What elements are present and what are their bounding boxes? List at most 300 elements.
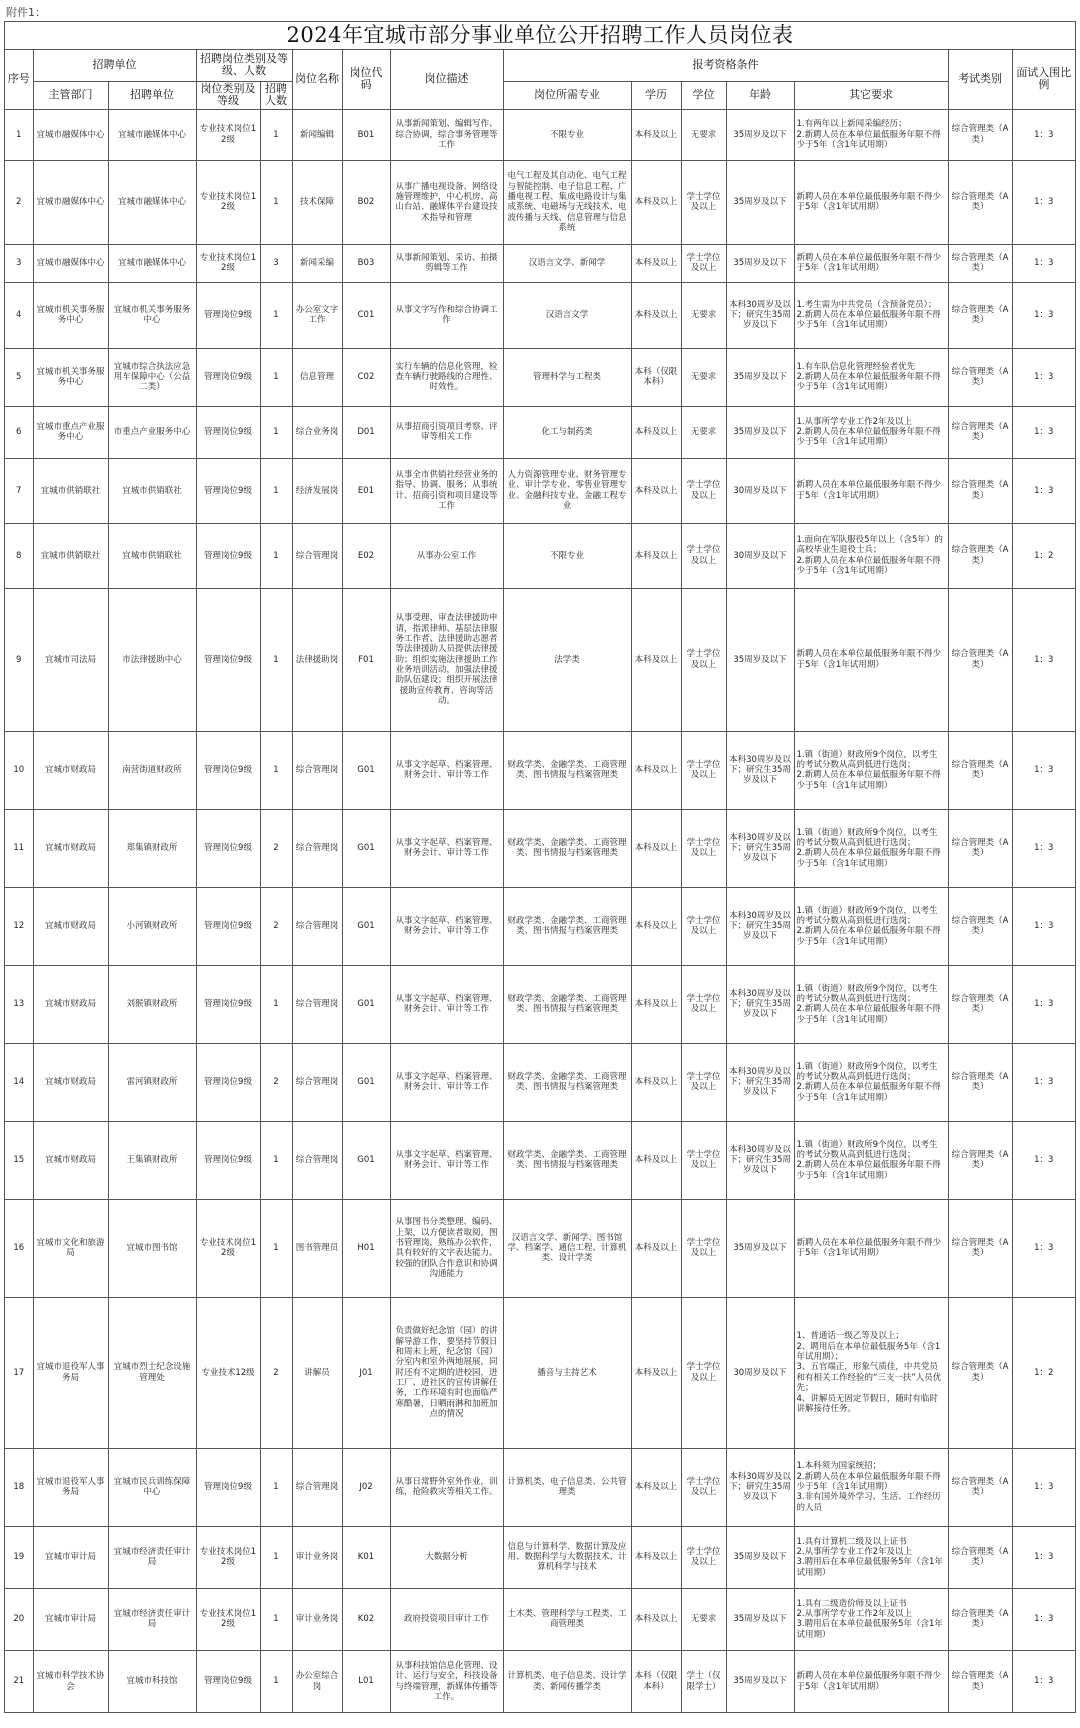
attachment-label: 附件1： [6,6,46,19]
cell-dept: 宜城市供销联社 [33,523,108,588]
cell-age: 35周岁及以下 [726,1526,794,1588]
cell-education: 本科及以上 [631,1297,681,1448]
cell-other: 新聘人员在本单位最低服务年限不得少于5年（含1年试用期） [794,588,948,731]
cell-seq: 15 [5,1121,33,1199]
cell-description: 从事日常野外室外作业，训练，抢险救灾等相关工作。 [390,1448,503,1526]
cell-degree: 无要求 [681,348,726,406]
cell-description: 从事文字起草、档案管理、财务会计、审计等工作 [390,731,503,809]
cell-interview-ratio: 1：3 [1012,109,1075,160]
cell-degree: 学士学位及以上 [681,588,726,731]
cell-description: 负责做好纪念馆（园）的讲解导游工作，要坚持节假日和周末上班，纪念馆（园）分室内和室外两地展展，同时还有不定期的进校园，进工厂、进社区的宣传讲解任务，工作环境有时也面临严寒酷暑，日晒雨淋和加班加点的情况 [390,1297,503,1448]
cell-count: 1 [260,1588,292,1650]
cell-description: 从事图书分类整理、编码、上架，以方便读者取阅，图书管理岗，熟练办公软件，具有较好的文字表达能力、较强的团队合作意识和协调沟通能力 [390,1199,503,1297]
cell-post-code: K02 [342,1588,390,1650]
cell-post-code: G01 [342,965,390,1043]
cell-seq: 19 [5,1526,33,1588]
cell-seq: 5 [5,348,33,406]
cell-other: 1.面向在军队服役5年以上（含5年）的高校毕业生退役士兵； 2.新聘人员在本单位最低服务年限不得少于5年（含1年试用期） [794,523,948,588]
cell-post-name: 综合管理岗 [292,965,342,1043]
cell-other: 新聘人员在本单位最低服务年限不得少于5年（含1年试用期） [794,160,948,244]
cell-major: 不限专业 [503,109,631,160]
cell-post-code: G01 [342,887,390,965]
cell-dept: 宜城市融媒体中心 [33,109,108,160]
cell-description: 从事全市供销社经营业务的指导、协调、服务；从事统计、招商引资和项目建设等工作 [390,458,503,523]
cell-count: 1 [260,523,292,588]
cell-degree: 无要求 [681,406,726,458]
cell-description: 从事文字起草、档案管理、财务会计、审计等工作 [390,809,503,887]
cell-post-name: 综合管理岗 [292,887,342,965]
cell-exam-type: 综合管理类（A类） [948,1650,1012,1712]
cell-unit: 宜城市图书馆 [108,1199,196,1297]
table-row [5,406,1075,458]
cell-count: 3 [260,244,292,282]
cell-degree: 学士学位及以上 [681,523,726,588]
header-age: 年龄 [726,81,794,109]
cell-degree: 学士学位及以上 [681,965,726,1043]
cell-dept: 宜城市审计局 [33,1526,108,1588]
cell-unit: 宜城市融媒体中心 [108,244,196,282]
cell-post-code: J02 [342,1448,390,1526]
cell-other: 1.镇（街道）财政所9个岗位，以考生的考试分数从高到低进行选岗； 2.新聘人员在本单位最低服务年限不得少于5年（含1年试用期） [794,731,948,809]
cell-other: 1.镇（街道）财政所9个岗位，以考生的考试分数从高到低进行选岗； 2.新聘人员在本单位最低服务年限不得少于5年（含1年试用期） [794,887,948,965]
cell-seq: 11 [5,809,33,887]
table-row [5,109,1075,160]
header-count: 招聘人数 [260,81,292,109]
cell-description: 从事文字起草、档案管理、财务会计、审计等工作 [390,1043,503,1121]
cell-interview-ratio: 1：3 [1012,1650,1075,1712]
cell-age: 本科30周岁及以下；研究生35周岁及以下 [726,965,794,1043]
cell-post-name: 综合管理岗 [292,809,342,887]
header-other: 其它要求 [794,81,948,109]
cell-education: 本科及以上 [631,160,681,244]
cell-unit: 王集镇财政所 [108,1121,196,1199]
cell-age: 本科30周岁及以下；研究生35周岁及以下 [726,1043,794,1121]
cell-interview-ratio: 1：3 [1012,809,1075,887]
cell-description: 从事文字起草、档案管理、财务会计、审计等工作 [390,887,503,965]
header-exam-type: 考试类别 [948,50,1012,109]
cell-unit: 南营街道财政所 [108,731,196,809]
cell-age: 35周岁及以下 [726,244,794,282]
cell-exam-type: 综合管理类（A类） [948,109,1012,160]
cell-exam-type: 综合管理类（A类） [948,1588,1012,1650]
cell-dept: 宜城市审计局 [33,1588,108,1650]
cell-count: 2 [260,887,292,965]
cell-dept: 宜城市财政局 [33,965,108,1043]
table-row [5,458,1075,523]
table-row [5,731,1075,809]
cell-post-code: H01 [342,1199,390,1297]
cell-age: 30周岁及以下 [726,1297,794,1448]
cell-interview-ratio: 1：3 [1012,731,1075,809]
cell-degree: 无要求 [681,1588,726,1650]
table-row [5,1588,1075,1650]
cell-category: 管理岗位9级 [196,523,260,588]
cell-count: 1 [260,160,292,244]
cell-other: 新聘人员在本单位最低服务年限不得少于5年（含1年试用期） [794,458,948,523]
cell-seq: 21 [5,1650,33,1712]
cell-seq: 6 [5,406,33,458]
cell-seq: 10 [5,731,33,809]
cell-unit: 宜城市民兵训练保障中心 [108,1448,196,1526]
cell-count: 1 [260,348,292,406]
cell-major: 财政学类、金融学类、工商管理类、图书情报与档案管理类 [503,965,631,1043]
cell-seq: 8 [5,523,33,588]
header-category: 岗位类别及等级 [196,81,260,109]
cell-post-name: 经济发展岗 [292,458,342,523]
cell-age: 35周岁及以下 [726,1650,794,1712]
cell-description: 从事新闻策划、编辑写作、综合协调，综合事务管理等工作 [390,109,503,160]
cell-seq: 18 [5,1448,33,1526]
cell-exam-type: 综合管理类（A类） [948,1199,1012,1297]
cell-post-code: B01 [342,109,390,160]
cell-count: 1 [260,458,292,523]
cell-education: 本科（仅限本科） [631,348,681,406]
table-row [5,1297,1075,1448]
cell-exam-type: 综合管理类（A类） [948,1526,1012,1588]
table-row [5,965,1075,1043]
cell-category: 管理岗位9级 [196,348,260,406]
cell-major: 财政学类、金融学类、工商管理类、图书情报与档案管理类 [503,1043,631,1121]
cell-count: 1 [260,282,292,348]
cell-dept: 宜城市文化和旅游局 [33,1199,108,1297]
header-category-group: 招聘岗位类别及等级、人数 [196,50,292,81]
cell-description: 从事文字起草、档案管理、财务会计、审计等工作 [390,965,503,1043]
cell-other: 1.从事所学专业工作2年及以上 2.新聘人员在本单位最低服务年限不得少于5年（含1年试用期） [794,406,948,458]
cell-exam-type: 综合管理类（A类） [948,1121,1012,1199]
cell-age: 本科30周岁及以下；研究生35周岁及以下 [726,887,794,965]
cell-exam-type: 综合管理类（A类） [948,406,1012,458]
table-row [5,1199,1075,1297]
cell-seq: 3 [5,244,33,282]
cell-seq: 14 [5,1043,33,1121]
cell-age: 35周岁及以下 [726,160,794,244]
cell-other: 1.考生需为中共党员（含预备党员）； 2.新聘人员在本单位最低服务年限不得少于5年（含1年试用期） [794,282,948,348]
cell-other: 新聘人员在本单位最低服务年限不得少于5年（含1年试用期） [794,244,948,282]
cell-description: 从事受理、审查法律援助申请，指派律师、基层法律服务工作者、法律援助志愿者等法律援助人员提供法律援助；组织实施法律援助工作业务培训活动，加强法律援助队伍建设；组织开展法律援助宣传教育、咨询等活动。 [390,588,503,731]
table-row [5,1526,1075,1588]
cell-major: 法学类 [503,588,631,731]
cell-post-code: C01 [342,282,390,348]
cell-post-code: G01 [342,1043,390,1121]
cell-category: 管理岗位9级 [196,1043,260,1121]
cell-other: 1.镇（街道）财政所9个岗位，以考生的考试分数从高到低进行选岗； 2.新聘人员在本单位最低服务年限不得少于5年（含1年试用期） [794,809,948,887]
cell-post-code: L01 [342,1650,390,1712]
cell-unit: 宜城市经济责任审计局 [108,1588,196,1650]
cell-unit: 宜城市经济责任审计局 [108,1526,196,1588]
cell-age: 35周岁及以下 [726,588,794,731]
cell-post-name: 办公室综合岗 [292,1650,342,1712]
cell-post-name: 综合管理岗 [292,1448,342,1526]
cell-unit: 宜城市融媒体中心 [108,160,196,244]
cell-major: 人力资源管理专业、财务管理专业、审计学专业、零售业管理专业、金融科技专业、金融工程专业 [503,458,631,523]
cell-major: 播音与主持艺术 [503,1297,631,1448]
recruitment-sheet [4,21,1076,1713]
cell-major: 财政学类、金融学类、工商管理类、图书情报与档案管理类 [503,731,631,809]
cell-description: 从事文字写作和综合协调工作 [390,282,503,348]
cell-other: 1.有两年以上新闻采编经历； 2.新聘人员在本单位最低服务年限不得少于5年（含1年试用期） [794,109,948,160]
cell-degree: 学士学位及以上 [681,1526,726,1588]
cell-unit: 宜城市综合执法应急用车保障中心（公益二类） [108,348,196,406]
cell-other: 1.具有二级造价师及以上证书 2.从事所学专业工作2年及以上 3.聘用后在本单位最低服务5年（含1年试用期） [794,1588,948,1650]
cell-interview-ratio: 1：3 [1012,965,1075,1043]
cell-age: 35周岁及以下 [726,406,794,458]
cell-seq: 17 [5,1297,33,1448]
cell-post-name: 图书管理员 [292,1199,342,1297]
cell-major: 计算机类、电子信息类、设计学类、新闻传播学类 [503,1650,631,1712]
cell-education: 本科及以上 [631,809,681,887]
cell-education: 本科及以上 [631,282,681,348]
cell-category: 管理岗位9级 [196,1448,260,1526]
cell-age: 本科30周岁及以下；研究生35周岁及以下 [726,731,794,809]
cell-other: 1.镇（街道）财政所9个岗位，以考生的考试分数从高到低进行选岗； 2.新聘人员在本单位最低服务年限不得少于5年（含1年试用期） [794,1121,948,1199]
cell-category: 专业技术岗位12级 [196,160,260,244]
cell-education: 本科及以上 [631,965,681,1043]
cell-seq: 20 [5,1588,33,1650]
table-row [5,588,1075,731]
cell-major: 财政学类、金融学类、工商管理类、图书情报与档案管理类 [503,1121,631,1199]
cell-post-code: G01 [342,1121,390,1199]
cell-degree: 学士学位及以上 [681,458,726,523]
cell-count: 1 [260,965,292,1043]
cell-interview-ratio: 1：3 [1012,348,1075,406]
cell-count: 1 [260,109,292,160]
cell-dept: 宜城市司法局 [33,588,108,731]
cell-unit: 刘猴镇财政所 [108,965,196,1043]
cell-count: 1 [260,731,292,809]
cell-post-code: E02 [342,523,390,588]
cell-education: 本科及以上 [631,406,681,458]
table-row [5,1448,1075,1526]
cell-interview-ratio: 1：3 [1012,1043,1075,1121]
cell-count: 1 [260,406,292,458]
cell-education: 本科及以上 [631,1199,681,1297]
cell-exam-type: 综合管理类（A类） [948,282,1012,348]
cell-major: 化工与制药类 [503,406,631,458]
cell-post-code: D01 [342,406,390,458]
cell-education: 本科及以上 [631,588,681,731]
cell-major: 信息与计算科学、数据计算及应用、数据科学与大数据技术、计算机科学与技术 [503,1526,631,1588]
table-row [5,244,1075,282]
cell-exam-type: 综合管理类（A类） [948,731,1012,809]
cell-post-name: 审计业务岗 [292,1526,342,1588]
cell-category: 管理岗位9级 [196,406,260,458]
cell-dept: 宜城市机关事务服务中心 [33,348,108,406]
cell-degree: 无要求 [681,109,726,160]
cell-category: 管理岗位9级 [196,809,260,887]
cell-degree: 学士学位及以上 [681,731,726,809]
table-body [5,109,1075,1712]
cell-interview-ratio: 1：3 [1012,160,1075,244]
cell-age: 30周岁及以下 [726,523,794,588]
cell-education: 本科及以上 [631,887,681,965]
header-dept: 主管部门 [33,81,108,109]
cell-exam-type: 综合管理类（A类） [948,588,1012,731]
cell-major: 汉语言文学、新闻学 [503,244,631,282]
cell-age: 本科30周岁及以下；研究生35周岁及以下 [726,1448,794,1526]
cell-post-name: 综合管理岗 [292,523,342,588]
cell-post-name: 讲解员 [292,1297,342,1448]
cell-interview-ratio: 1：3 [1012,1588,1075,1650]
cell-exam-type: 综合管理类（A类） [948,809,1012,887]
cell-category: 管理岗位9级 [196,458,260,523]
cell-count: 1 [260,1199,292,1297]
cell-interview-ratio: 1：3 [1012,1448,1075,1526]
cell-age: 本科30周岁及以下；研究生35周岁及以下 [726,282,794,348]
header-degree: 学位 [681,81,726,109]
cell-dept: 宜城市重点产业服务中心 [33,406,108,458]
cell-other: 1.镇（街道）财政所9个岗位，以考生的考试分数从高到低进行选岗； 2.新聘人员在本单位最低服务年限不得少于5年（含1年试用期） [794,1043,948,1121]
table-row [5,1650,1075,1712]
cell-age: 本科30周岁及以下；研究生35周岁及以下 [726,1121,794,1199]
cell-degree: 学士学位及以上 [681,809,726,887]
table-row [5,887,1075,965]
cell-post-name: 办公室文字工作 [292,282,342,348]
cell-seq: 13 [5,965,33,1043]
cell-education: 本科及以上 [631,244,681,282]
cell-post-name: 信息管理 [292,348,342,406]
cell-seq: 12 [5,887,33,965]
cell-category: 管理岗位9级 [196,887,260,965]
cell-post-code: C02 [342,348,390,406]
cell-exam-type: 综合管理类（A类） [948,348,1012,406]
cell-degree: 学士学位及以上 [681,1448,726,1526]
cell-post-name: 综合业务岗 [292,406,342,458]
cell-seq: 9 [5,588,33,731]
cell-age: 35周岁及以下 [726,348,794,406]
cell-unit: 宜城市供销联社 [108,523,196,588]
cell-post-code: G01 [342,731,390,809]
cell-interview-ratio: 1：3 [1012,406,1075,458]
cell-education: 本科及以上 [631,1043,681,1121]
cell-education: 本科及以上 [631,109,681,160]
header-major: 岗位所需专业 [503,81,631,109]
cell-category: 管理岗位9级 [196,1121,260,1199]
cell-education: 本科及以上 [631,731,681,809]
cell-unit: 宜城市融媒体中心 [108,109,196,160]
cell-description: 从事广播电视设备、网络设施管理维护，中心机房、高山台站、融媒体平台建设技术指导和管理 [390,160,503,244]
cell-age: 30周岁及以下 [726,458,794,523]
table-row [5,809,1075,887]
cell-post-name: 技术保障 [292,160,342,244]
cell-post-code: G01 [342,809,390,887]
cell-major: 电气工程及其自动化、电气工程与智能控制、电子信息工程、广播电视工程、集成电路设计与集成系统、电磁场与无线技术、电波传播与天线、信息管理与信息系统 [503,160,631,244]
header-post-code: 岗位代码 [342,50,390,109]
cell-dept: 宜城市财政局 [33,887,108,965]
cell-other: 1.有车队信息化管理经验者优先 2.新聘人员在本单位最低服务年限不得少于5年（含1年试用期） [794,348,948,406]
table-row [5,523,1075,588]
cell-post-code: B02 [342,160,390,244]
cell-degree: 学士学位及以上 [681,887,726,965]
cell-post-name: 综合管理岗 [292,1121,342,1199]
cell-unit: 市重点产业服务中心 [108,406,196,458]
cell-education: 本科（仅限本科） [631,1650,681,1712]
table-row [5,348,1075,406]
cell-count: 1 [260,588,292,731]
cell-other: 新聘人员在本单位最低服务年限不得少于5年（含1年试用期） [794,1199,948,1297]
cell-unit: 宜城市机关事务服务中心 [108,282,196,348]
cell-category: 管理岗位9级 [196,731,260,809]
cell-count: 1 [260,1121,292,1199]
cell-dept: 宜城市融媒体中心 [33,244,108,282]
cell-exam-type: 综合管理类（A类） [948,244,1012,282]
cell-unit: 郑集镇财政所 [108,809,196,887]
cell-post-name: 综合管理岗 [292,1043,342,1121]
cell-interview-ratio: 1：3 [1012,1121,1075,1199]
cell-degree: 学士学位及以上 [681,1297,726,1448]
cell-count: 2 [260,1043,292,1121]
cell-degree: 学士学位及以上 [681,160,726,244]
cell-interview-ratio: 1：3 [1012,588,1075,731]
cell-major: 管理科学与工程类 [503,348,631,406]
cell-degree: 学士学位及以上 [681,244,726,282]
cell-exam-type: 综合管理类（A类） [948,1043,1012,1121]
header-post-name: 岗位名称 [292,50,342,109]
cell-exam-type: 综合管理类（A类） [948,965,1012,1043]
cell-unit: 市法律援助中心 [108,588,196,731]
cell-unit: 宜城市供销联社 [108,458,196,523]
cell-major: 财政学类、金融学类、工商管理类、图书情报与档案管理类 [503,809,631,887]
cell-post-name: 新闻编辑 [292,109,342,160]
cell-post-code: J01 [342,1297,390,1448]
cell-interview-ratio: 1：3 [1012,1199,1075,1297]
cell-exam-type: 综合管理类（A类） [948,1297,1012,1448]
header-unit: 招聘单位 [108,81,196,109]
cell-category: 管理岗位9级 [196,1650,260,1712]
table-row [5,1043,1075,1121]
cell-category: 专业技术岗位12级 [196,1526,260,1588]
cell-seq: 2 [5,160,33,244]
cell-dept: 宜城市财政局 [33,1121,108,1199]
cell-interview-ratio: 1：3 [1012,282,1075,348]
cell-education: 本科及以上 [631,1588,681,1650]
cell-seq: 1 [5,109,33,160]
cell-exam-type: 综合管理类（A类） [948,458,1012,523]
cell-category: 管理岗位9级 [196,965,260,1043]
cell-interview-ratio: 1：3 [1012,1526,1075,1588]
cell-description: 从事科技馆信息化管理、设计、运行与安全，科技设备与终端管理，新媒体传播等工作。 [390,1650,503,1712]
cell-degree: 学士学位及以上 [681,1043,726,1121]
cell-exam-type: 综合管理类（A类） [948,160,1012,244]
cell-post-name: 法律援助岗 [292,588,342,731]
cell-seq: 16 [5,1199,33,1297]
cell-description: 从事办公室工作 [390,523,503,588]
cell-age: 35周岁及以下 [726,109,794,160]
cell-degree: 学士（仅限学士） [681,1650,726,1712]
cell-other: 1.本科须为国家统招； 2.新聘人员在本单位最低服务年限不得少于5年（含1年试用期） 3.非有国外境外学习、生活、工作经历的人员 [794,1448,948,1526]
header-unit-group: 招聘单位 [33,50,196,81]
cell-dept: 宜城市机关事务服务中心 [33,282,108,348]
cell-description: 从事招商引资项目考察、评审等相关工作 [390,406,503,458]
header-qualification-group: 报考资格条件 [503,50,948,81]
cell-category: 管理岗位9级 [196,588,260,731]
cell-unit: 小河镇财政所 [108,887,196,965]
cell-other: 新聘人员在本单位最低服务年限不得少于5年（含1年试用期） [794,1650,948,1712]
table-row [5,160,1075,244]
cell-education: 本科及以上 [631,458,681,523]
cell-count: 2 [260,809,292,887]
cell-interview-ratio: 1：3 [1012,244,1075,282]
cell-education: 本科及以上 [631,1526,681,1588]
cell-exam-type: 综合管理类（A类） [948,887,1012,965]
header-education: 学历 [631,81,681,109]
cell-age: 35周岁及以下 [726,1199,794,1297]
cell-category: 专业技术岗位12级 [196,1588,260,1650]
header-seq: 序号 [5,50,33,109]
cell-degree: 学士学位及以上 [681,1199,726,1297]
cell-other: 1.具有计算机二级及以上证书 2.从事所学专业工作2年及以上 3.聘用后在本单位最低服务5年（含1年试用期） [794,1526,948,1588]
cell-seq: 7 [5,458,33,523]
cell-description: 从事新闻策划、采访、拍摄剪辑等工作 [390,244,503,282]
